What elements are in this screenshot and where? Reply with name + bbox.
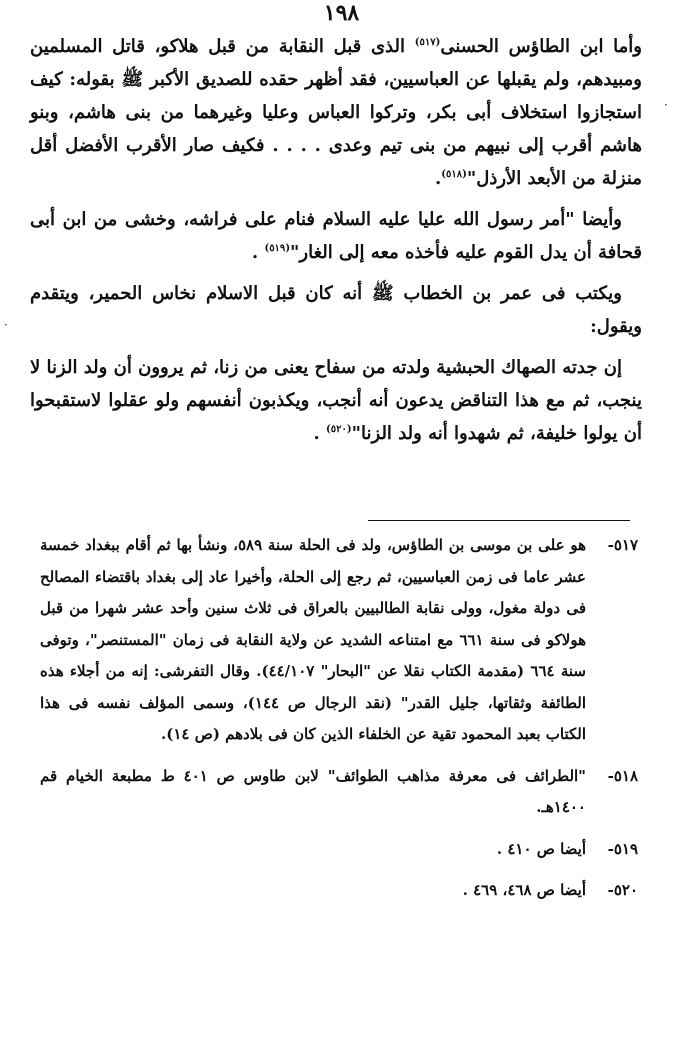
footnote: [40, 875, 638, 907]
footnote-divider: [368, 520, 630, 521]
footnote-ref[interactable]: (٥١٧): [414, 37, 441, 48]
footnote: [40, 834, 638, 866]
paragraph: ويكتب فى عمر بن الخطاب ﷺ أنه كان قبل الاسلام نخاس الحمير، ويتقدم ويقول:: [30, 283, 642, 337]
paragraph: وأيضا "أمر رسول الله عليا عليه السلام فنام على فراشه، وخشى من ابن أبى قحافة أن يدل القوم عليه فأخذه معه إلى الغار"$^{(٥١٩)}$ .: [30, 209, 642, 263]
footnote-number: ٥١٨-: [607, 766, 638, 785]
footnote-text: أيضا ص ٤١٠ .: [496, 839, 586, 858]
footnotes: [40, 530, 638, 917]
footnote-ref[interactable]: (٥١٨): [441, 169, 467, 180]
footnote-number: ٥١٩-: [607, 839, 638, 858]
footnote-text: أيضا ص ٤٦٨، ٤٦٩ .: [462, 881, 586, 899]
paragraph: إن جدته الصهاك الحبشية ولدته من سفاح يعنى من زنا، ثم يروون أن ولد الزنا لا ينجب، ثم مع هذا التناقض يدعون أنه أنجب، ويكذبون أنفسهم ولو عقلوا لاستقبحوا أن يولوا خليفة، ثم شهدوا أنه ولد الزنا"$^{(٥٢٠)}$ .: [30, 357, 642, 444]
footnote-number: ٥٢٠-: [607, 881, 638, 899]
footnote-ref[interactable]: (٥٢٠): [326, 424, 352, 435]
main-text: [30, 30, 642, 458]
page-number: ١٩٨: [323, 0, 360, 26]
margin-mark: ·: [664, 98, 668, 112]
footnote-text: "الطرائف فى معرفة مذاهب الطوائف" لابن طاوس ص ٤٠١ ط مطبعة الخيام قم ١٤٠٠هـ.: [40, 766, 586, 816]
footnote: [40, 530, 638, 751]
footnote: [40, 761, 638, 824]
footnote-text: هو على بن موسى بن الطاؤس، ولد فى الحلة سنة ٥٨٩، ونشأ بها ثم أقام ببغداد خمسة عشر عاما فى زمن العباسيين، ثم رجع إلى الحلة، وأخيرا عاد إلى بغداد باقتضاء المصالح فى دولة مغول، وولى نقابة الطالبيين بالعراق فى ثلاث سنين وأحد عشر شهرا من قبل هولاكو فى سنة ٦٦١ مع امتناعه الشديد عن ولاية النقابة فى زمان "المستنصر"، وتوفى سنة ٦٦٤ (مقدمة الكتاب نقلا عن "البحار" ٤٤/١٠٧). وقال التفرشى: إنه من أجلاء هذه الطائفة وثقاتها، جليل القدر" (نقد الرجال ص ١٤٤)، وسمى المؤلف نفسه فى هذا الكتاب بعبد المحمود تقية عن الخلفاء الذين كان فى بلادهم (ص ١٤).: [40, 536, 587, 743]
margin-mark: ·: [4, 318, 8, 332]
paragraph: وأما ابن الطاؤس الحسنى$^{(٥١٧)}$ الذى قبل النقابة من قبل هلاكو، قاتل المسلمين ومبيدهم، ولم يقبلها عن العباسيين، فقد أظهر حقده للصديق الأكبر ﷺ بقوله: كيف استجازوا استخلاف أبى بكر، وتركوا العباس وعليا وغيرهما من بنى هاشم، وبنو هاشم أقرب إلى نبيهم من بنى تيم وعدى . . . . فكيف صار الأقرب الأفضل أقل منزلة من الأبعد الأرذل"$^{(٥١٨)}$.: [30, 36, 642, 189]
footnote-number: ٥١٧-: [607, 536, 638, 554]
footnote-ref[interactable]: (٥١٩): [264, 243, 291, 254]
